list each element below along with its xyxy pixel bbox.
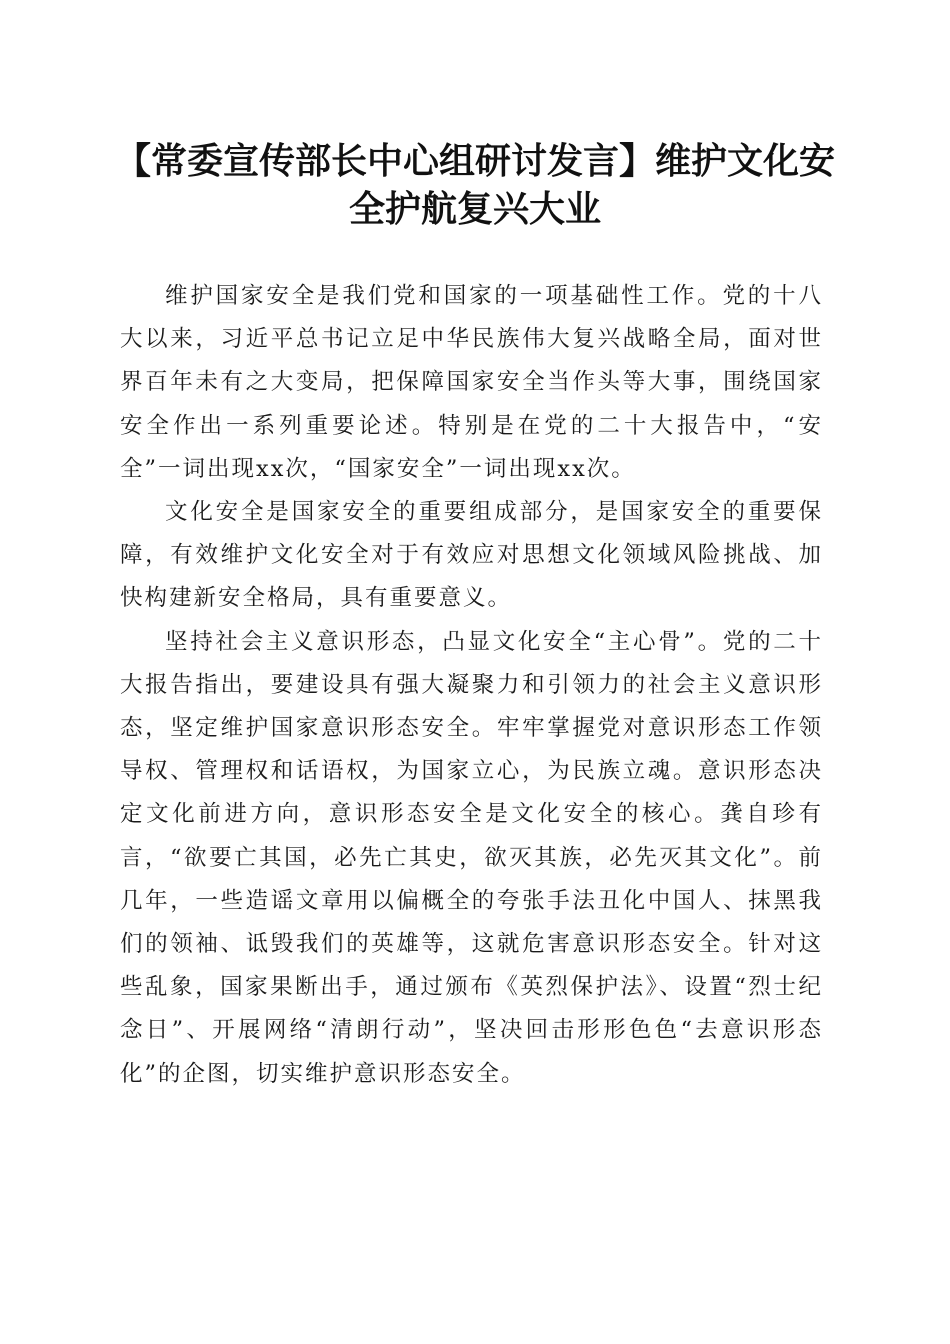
document-body — [120, 275, 823, 1096]
paragraph-3: 坚持社会主义意识形态，凸显文化安全“主心骨”。党的二十大报告指出，要建设具有强大凝聚力和引领力的社会主义意识形态，坚定维护国家意识形态安全。牢牢掌握党对意识形态工作领导权、管理权和话语权，为国家立心，为民族立魂。意识形态决定文化前进方向，意识形态安全是文化安全的核心。龚自珍有言，“欲要亡其国，必先亡其史，欲灭其族，必先灭其文化”。前几年，一些造谣文章用以偏概全的夸张手法丑化中国人、抹黑我们的领袖、诋毁我们的英雄等，这就危害意识形态安全。针对这些乱象，国家果断出手，通过颁布《英烈保护法》、设置“烈士纪念日”、开展网络“清朗行动”，坚决回击形形色色“去意识形态化”的企图，切实维护意识形态安全。 — [120, 628, 823, 1087]
document-title — [110, 137, 840, 233]
paragraph-2: 文化安全是国家安全的重要组成部分，是国家安全的重要保障，有效维护文化安全对于有效应对思想文化领域风险挑战、加快构建新安全格局，具有重要意义。 — [120, 499, 823, 612]
document-title-line-2: 全护航复兴大业 — [348, 188, 601, 230]
paragraph-1: 维护国家安全是我们党和国家的一项基础性工作。党的十八大以来，习近平总书记立足中华民族伟大复兴战略全局，面对世界百年未有之大变局，把保障国家安全当作头等大事，围绕国家安全作出一系列重要论述。特别是在党的二十大报告中，“安全”一词出现xx次，“国家安全”一词出现xx次。 — [120, 283, 823, 482]
document-title-line-1: 【常委宣传部长中心组研讨发言】维护文化安 — [114, 140, 835, 182]
